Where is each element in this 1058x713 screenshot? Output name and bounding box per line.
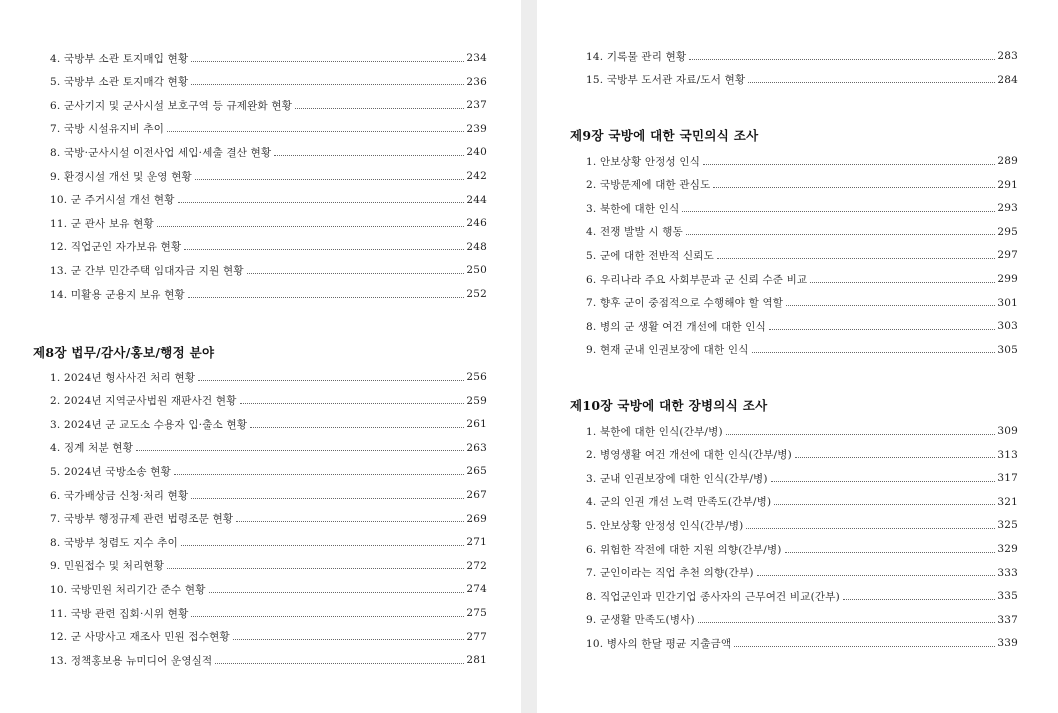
toc-entry[interactable] [586,517,1018,533]
toc-entry-title: 14. 미활용 군용지 보유 현황 [50,288,185,301]
toc-entry[interactable] [50,487,487,503]
toc-entry-page-number: 329 [997,543,1018,555]
toc-entry[interactable] [50,168,487,184]
toc-entry[interactable] [586,318,1018,334]
toc-entry-title: 2. 병영생활 여건 개선에 대한 인식(간부/병) [586,449,792,462]
toc-entry-page-number: 256 [466,371,487,383]
toc-entry-page-number: 259 [466,394,487,407]
toc-entry-page-number: 269 [466,512,487,525]
toc-entry[interactable] [586,200,1018,216]
dot-leader [188,296,464,298]
dot-leader [178,201,465,203]
dot-leader [774,503,995,505]
dot-leader [184,248,464,250]
toc-entry[interactable] [50,50,487,66]
dot-leader [215,662,464,664]
toc-entry-page-number: 271 [466,536,487,549]
dot-leader [689,58,995,60]
dot-leader [247,272,465,274]
toc-entry[interactable] [50,511,487,527]
toc-entry-title: 11. 군 관사 보유 현황 [50,217,154,230]
toc-entry[interactable] [50,463,487,479]
toc-entry-page-number: 246 [466,217,487,230]
toc-entry-page-number: 250 [466,264,487,277]
toc-entry[interactable] [50,262,487,278]
toc-entry[interactable] [50,629,487,645]
dot-leader [167,567,464,569]
dot-leader [682,210,995,212]
toc-entry-title: 4. 군의 인권 개선 노력 만족도(간부/병) [586,496,772,509]
toc-entry-title: 15. 국방부 도서관 자료/도서 현황 [586,74,746,87]
toc-entry-page-number: 317 [997,472,1018,485]
toc-entry[interactable] [586,247,1018,263]
dot-leader [240,402,465,404]
dot-leader [785,551,996,553]
toc-entry-page-number: 313 [997,448,1018,461]
dot-leader [748,81,995,83]
toc-entry-page-number: 283 [997,50,1018,62]
chapter-heading: 제10장 국방에 대한 장병의식 조사 [570,398,768,413]
dot-leader [195,178,464,180]
toc-entry-title: 8. 병의 군 생활 여건 개선에 대한 인식 [586,320,766,333]
toc-entry[interactable] [586,565,1018,581]
toc-entry-title: 1. 안보상황 안정성 인식 [586,155,701,168]
toc-entry[interactable] [586,635,1018,651]
toc-entry-title: 5. 국방부 소관 토지매각 현황 [50,76,189,89]
toc-entry-page-number: 244 [466,193,487,206]
chapter-heading: 제9장 국방에 대한 국민의식 조사 [570,128,759,143]
dot-leader [703,163,995,165]
toc-entry-title: 10. 병사의 한달 평균 지출금액 [586,637,732,650]
dot-leader [191,497,464,499]
toc-entry-page-number: 325 [997,519,1018,532]
toc-entry[interactable] [50,286,487,302]
toc-entry-page-number: 309 [997,425,1018,437]
dot-leader [209,591,465,593]
dot-leader [295,107,464,109]
toc-entry-title: 5. 안보상황 안정성 인식(간부/병) [586,519,744,532]
toc-entry[interactable] [586,470,1018,486]
toc-entry-page-number: 237 [466,99,487,112]
toc-entry-title: 6. 우리나라 주요 사회부문과 군 신뢰 수준 비교 [586,273,808,286]
toc-entry-page-number: 240 [466,146,487,159]
toc-entry-title: 12. 직업군인 자가보유 현황 [50,241,182,254]
toc-entry-page-number: 252 [466,288,487,300]
toc-entry-title: 5. 2024년 국방소송 현황 [50,465,171,478]
toc-entry-page-number: 289 [997,155,1018,167]
toc-entry[interactable] [50,581,487,597]
dot-leader [843,598,995,600]
toc-entry-title: 4. 전쟁 발발 시 행동 [586,226,683,239]
dot-leader [157,225,464,227]
toc-entry[interactable] [586,612,1018,628]
toc-entry[interactable] [50,440,487,456]
dot-leader [734,645,995,647]
toc-entry-title: 1. 2024년 형사사건 처리 현황 [50,371,196,384]
dot-leader [757,574,996,576]
toc-entry-page-number: 299 [997,273,1018,285]
toc-entry-page-number: 301 [997,296,1018,309]
toc-entry-title: 10. 군 주거시설 개선 현황 [50,194,175,207]
toc-entry-title: 6. 군사기지 및 군사시설 보호구역 등 규제완화 현황 [50,99,293,112]
dot-leader [769,328,995,330]
dot-leader [191,83,464,85]
toc-entry-title: 9. 군생활 만족도(병사) [586,614,695,627]
toc-entry-page-number: 291 [997,178,1018,191]
toc-entry[interactable] [50,74,487,90]
toc-entry-page-number: 239 [466,122,487,135]
dot-leader [686,233,995,235]
toc-entry[interactable] [50,239,487,255]
toc-entry-title: 9. 현재 군내 인권보장에 대한 인식 [586,344,749,357]
toc-entry[interactable] [586,342,1018,358]
toc-entry[interactable] [50,416,487,432]
toc-entry-page-number: 267 [466,489,487,501]
dot-leader [136,449,464,451]
toc-entry-page-number: 293 [997,202,1018,215]
toc-entry-page-number: 274 [466,583,487,596]
toc-entry-page-number: 234 [466,52,487,64]
dot-leader [746,527,995,529]
toc-entry-title: 3. 북한에 대한 인식 [586,202,680,215]
toc-entry[interactable] [50,97,487,113]
toc-entry[interactable] [586,177,1018,193]
toc-entry-title: 4. 징계 처분 현황 [50,442,134,455]
toc-entry-page-number: 277 [466,630,487,643]
toc-entry[interactable] [586,541,1018,557]
toc-entry-page-number: 236 [466,75,487,88]
dot-leader [717,257,995,259]
toc-entry-title: 13. 군 간부 민간주택 임대자금 지원 현황 [50,264,244,277]
toc-entry-title: 14. 기록물 관리 현황 [586,50,687,63]
toc-entry-title: 10. 국방민원 처리기간 준수 현황 [50,583,206,596]
toc-entry[interactable] [586,423,1018,439]
dot-leader [752,351,996,353]
toc-entry-page-number: 265 [466,465,487,478]
toc-entry[interactable] [586,447,1018,463]
toc-entry[interactable] [50,558,487,574]
toc-entry-title: 3. 2024년 군 교도소 수용자 입·출소 현황 [50,418,248,431]
toc-entry[interactable] [586,224,1018,240]
toc-entry[interactable] [586,48,1018,64]
toc-entry[interactable] [586,271,1018,287]
toc-entry[interactable] [50,215,487,231]
dot-leader [250,426,464,428]
dot-leader [191,615,464,617]
dot-leader [771,480,996,482]
toc-entry-page-number: 281 [466,654,487,667]
toc-entry-title: 11. 국방 관련 집회·시위 현황 [50,607,189,620]
dot-leader [233,638,465,640]
toc-entry-title: 7. 향후 군이 중점적으로 수행해야 할 역할 [586,297,784,310]
dot-leader [167,130,464,132]
toc-entry[interactable] [586,494,1018,510]
toc-entry[interactable] [50,652,487,668]
dot-leader [191,60,464,62]
dot-leader [174,473,464,475]
dot-leader [786,304,995,306]
toc-entry-title: 8. 직업군인과 민간기업 종사자의 근무여건 비교(간부) [586,590,840,603]
dot-leader [795,456,995,458]
toc-entry-title: 7. 군인이라는 직업 추천 의향(간부) [586,567,754,580]
toc-entry[interactable] [50,393,487,409]
dot-leader [274,154,464,156]
toc-entry-title: 8. 국방·군사시설 이전사업 세입·세출 결산 현황 [50,146,272,159]
dot-leader [726,433,996,435]
dot-leader [810,281,995,283]
toc-entry[interactable] [50,121,487,137]
toc-entry-title: 2. 2024년 지역군사법원 재판사건 현황 [50,395,237,408]
toc-entry-page-number: 263 [466,441,487,454]
toc-entry-title: 2. 국방문제에 대한 관심도 [586,179,711,192]
toc-entry-page-number: 284 [997,73,1018,86]
toc-entry-title: 7. 국방부 행정규제 관련 법령조문 현황 [50,513,234,526]
toc-entry-page-number: 297 [997,249,1018,262]
dot-leader [198,379,464,381]
toc-entry-page-number: 337 [997,613,1018,626]
toc-entry-title: 4. 국방부 소관 토지매입 현황 [50,52,189,65]
toc-entry-page-number: 339 [997,637,1018,650]
left-page [0,0,521,713]
toc-entry-title: 8. 국방부 청렴도 지수 추이 [50,536,178,549]
toc-entry[interactable] [586,72,1018,88]
dot-leader [181,544,464,546]
toc-entry-title: 6. 위험한 작전에 대한 지원 의향(간부/병) [586,543,782,556]
toc-entry-title: 7. 국방 시설유지비 추이 [50,123,165,136]
dot-leader [713,186,995,188]
toc-entry-page-number: 248 [466,240,487,253]
toc-entry-page-number: 335 [997,590,1018,603]
toc-entry[interactable] [50,369,487,385]
toc-entry-page-number: 275 [466,607,487,619]
dot-leader [236,520,464,522]
toc-entry[interactable] [586,295,1018,311]
toc-entry-title: 12. 군 사망사고 재조사 민원 접수현황 [50,631,230,644]
chapter-heading: 제8장 법무/감사/홍보/행정 분야 [33,345,215,360]
toc-entry[interactable] [50,144,487,160]
toc-entry[interactable] [50,534,487,550]
toc-entry[interactable] [50,192,487,208]
right-page [537,0,1058,713]
toc-entry[interactable] [50,605,487,621]
toc-entry-title: 5. 군에 대한 전반적 신뢰도 [586,249,714,262]
toc-entry-page-number: 303 [997,320,1018,333]
toc-entry-page-number: 261 [466,418,487,431]
dot-leader [698,621,996,623]
toc-entry-page-number: 321 [997,495,1018,508]
toc-entry[interactable] [586,153,1018,169]
toc-entry-page-number: 295 [997,225,1018,238]
toc-entry-page-number: 305 [997,343,1018,356]
toc-entry-page-number: 272 [466,559,487,572]
toc-entry-page-number: 333 [997,566,1018,579]
toc-entry-title: 6. 국가배상금 신청·처리 현황 [50,489,189,502]
toc-entry[interactable] [586,588,1018,604]
toc-entry-title: 3. 군내 인권보장에 대한 인식(간부/병) [586,472,768,485]
toc-entry-title: 13. 정책홍보용 뉴미디어 운영실적 [50,654,213,667]
toc-entry-page-number: 242 [466,170,487,182]
toc-entry-title: 1. 북한에 대한 인식(간부/병) [586,425,723,438]
toc-entry-title: 9. 민원접수 및 처리현황 [50,560,165,573]
toc-entry-title: 9. 환경시설 개선 및 운영 현황 [50,170,192,183]
